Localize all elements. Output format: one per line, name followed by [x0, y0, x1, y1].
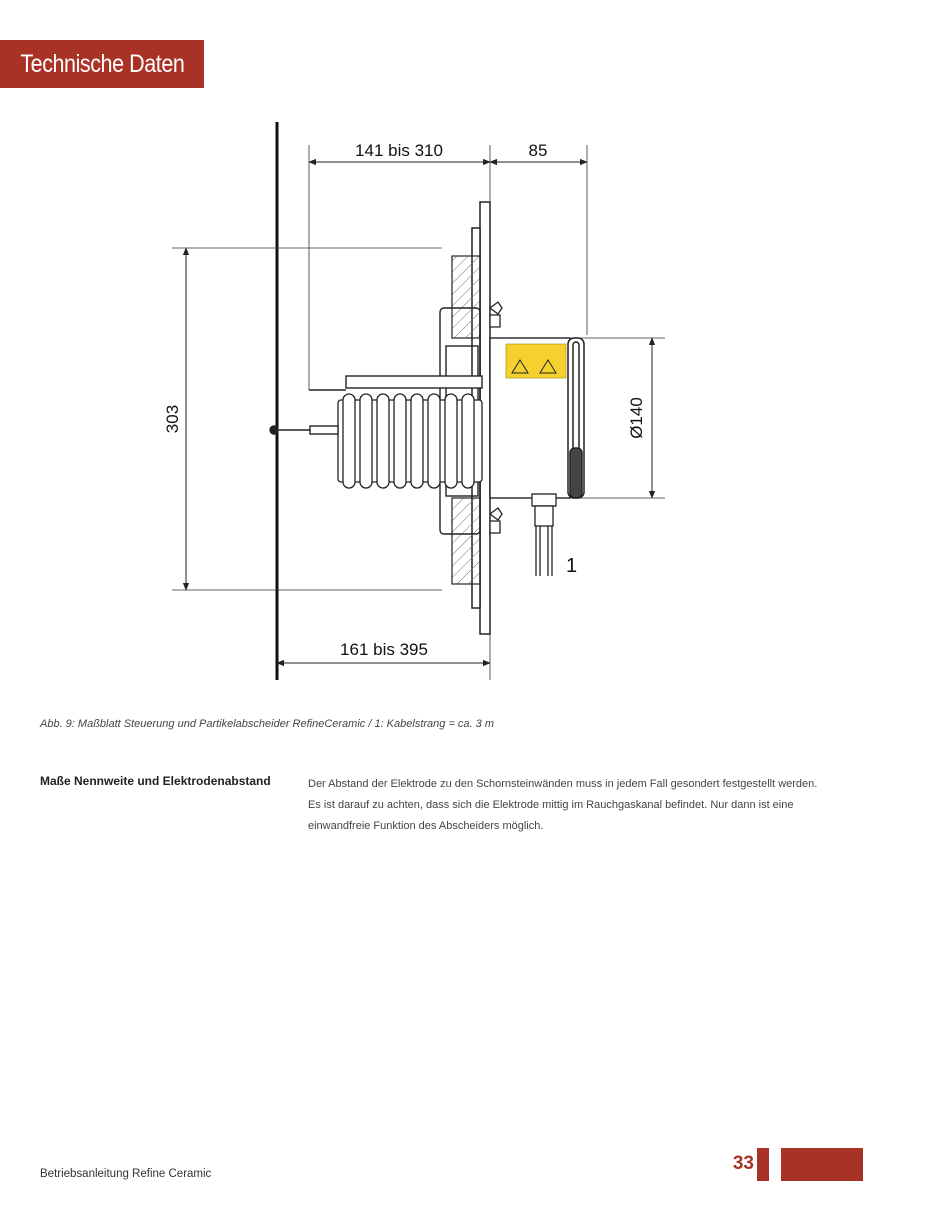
- dim-label-bottom: 161 bis 395: [340, 640, 428, 659]
- page-accent-bar-small: [757, 1148, 769, 1181]
- footer-doc-title: Betriebsanleitung Refine Ceramic: [40, 1168, 212, 1180]
- section-title: Maße Nennweite und Elektrodenabstand: [40, 774, 271, 788]
- page-accent-bar-large: [781, 1148, 863, 1181]
- callout-number: 1: [566, 555, 578, 577]
- ceramic-insulator: [338, 394, 482, 488]
- section-header: [0, 40, 204, 88]
- section-header-title: Technische Daten: [19, 49, 185, 78]
- dim-label-left: 303: [163, 404, 182, 434]
- figure-caption: Abb. 9: Maßblatt Steuerung und Partikelabscheider RefineCeramic / 1: Kabelstrang = ca. 3 m: [40, 718, 494, 730]
- cable-gland: [532, 494, 556, 576]
- electrode-tip: [270, 426, 338, 434]
- dim-label-right: Ø140: [627, 397, 646, 439]
- end-cap: [568, 338, 584, 498]
- insulation-block-bottom: [452, 498, 480, 584]
- warning-labels: [506, 344, 566, 378]
- section-text: Der Abstand der Elektrode zu den Schornsteinwänden muss in jedem Fall gesondert festgestellt werden. Es ist darauf zu achten, dass sich die Elektrode mittig im Rauchgaskanal befindet. Nur dann ist eine einwandfreie Funktion des Abscheiders möglich.: [308, 778, 818, 832]
- page-number: 33: [732, 1153, 754, 1174]
- electrode-rod: [309, 376, 482, 390]
- technical-drawing: [150, 110, 690, 690]
- dim-label-top-left: 141 bis 310: [355, 141, 443, 160]
- insulation-block-top: [452, 256, 480, 338]
- dim-label-top-right: 85: [528, 141, 548, 160]
